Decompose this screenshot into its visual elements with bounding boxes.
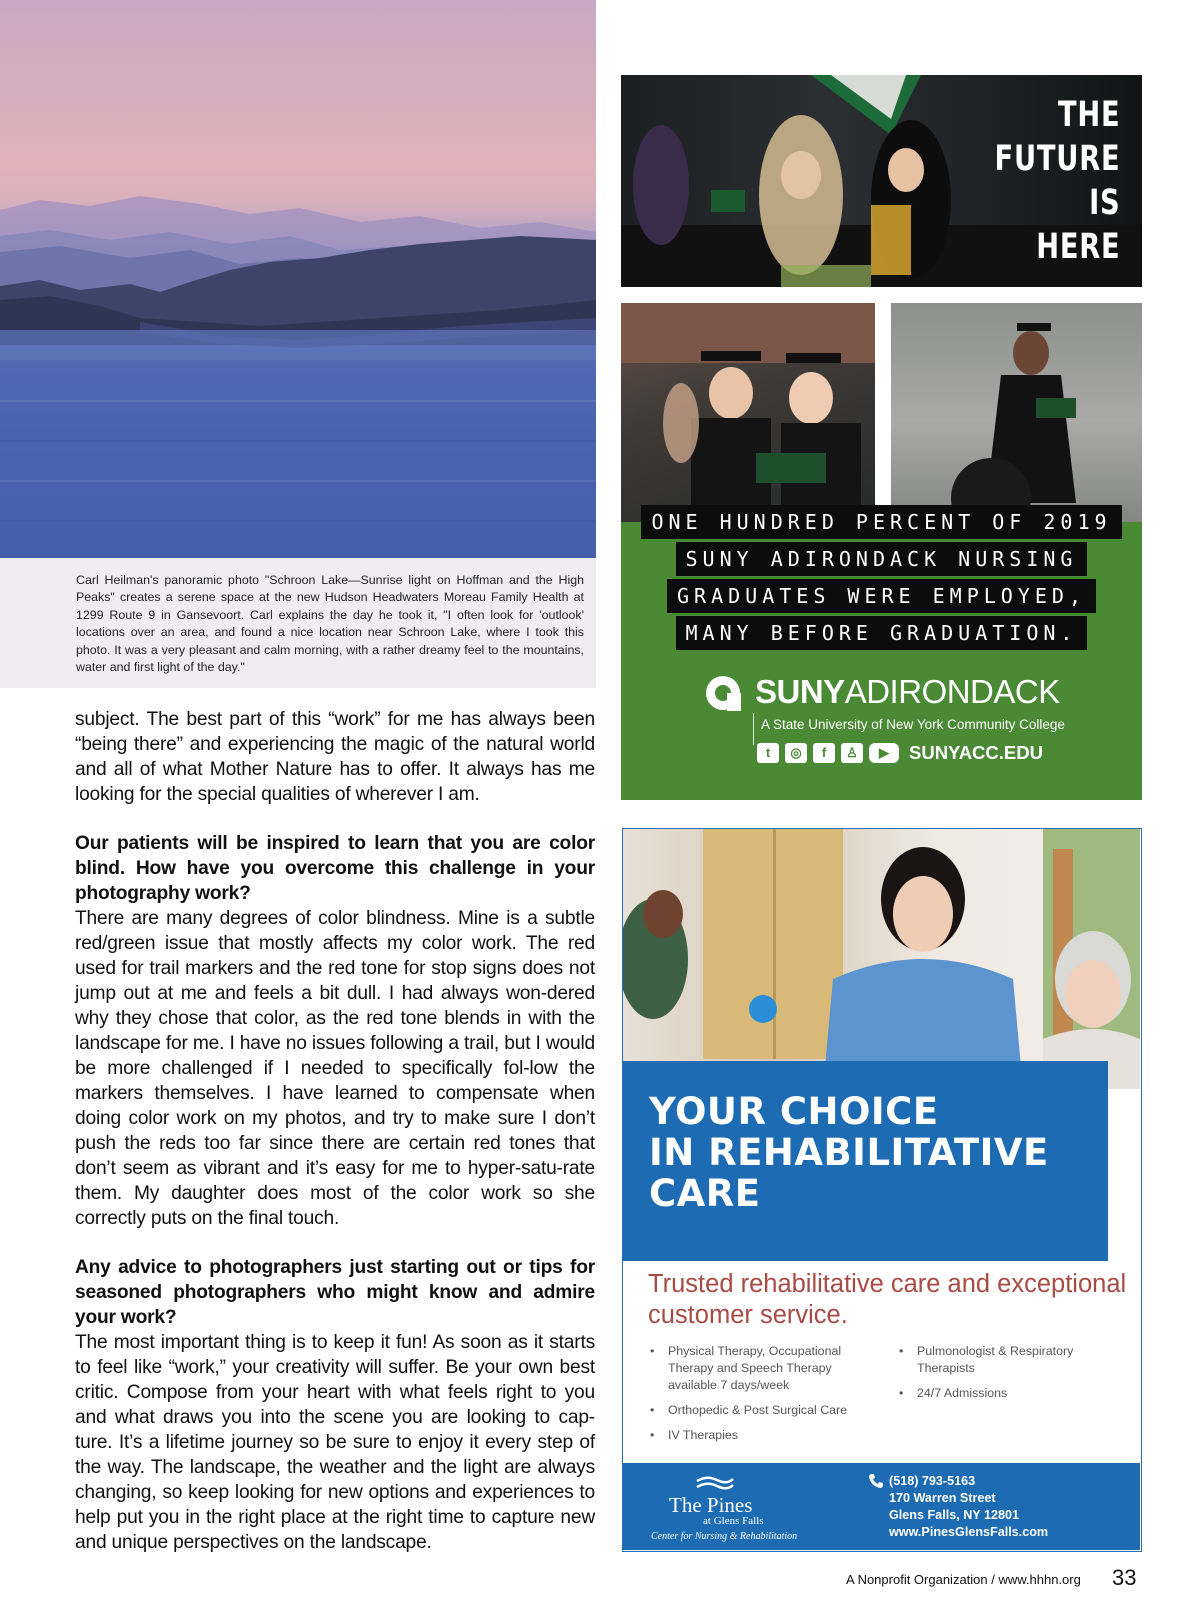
services-list bbox=[648, 1343, 878, 1452]
list-item: • 24/7 Admissions bbox=[897, 1385, 1117, 1402]
ad-headline: YOUR CHOICE IN REHABILITATIVE CARE bbox=[649, 1090, 1049, 1215]
list-item: • IV Therapies bbox=[648, 1427, 878, 1444]
pines-contact-bar: The Pines at Glens Falls Center for Nursing & Rehabilitation (518) 793-5163 170 Warren Street Glens Falls, NY 12801 www.PinesGlensFalls.com bbox=[623, 1463, 1140, 1550]
list-item: • Pulmonologist & Respiratory Therapists bbox=[897, 1343, 1117, 1377]
page-number: 33 bbox=[1112, 1565, 1137, 1590]
pines-wave-icon bbox=[695, 1475, 735, 1493]
ad-subheadline: Trusted rehabilitative care and exceptional customer service. bbox=[648, 1270, 1127, 1329]
twitter-icon[interactable]: t bbox=[757, 743, 779, 763]
photo-caption: Carl Heilman's panoramic photo "Schroon Lake—Sunrise light on Hoffman and the High Peaks" creates a serene space at the new Hudson Headwaters Moreau Family Health at 1299 Route 9 in Gansevoort. Carl explains the day he took it, "I often look for 'outlook' locations over an area, and found a nice location near Schroon Lake, where I took this photo. It was a very pleasant and calm morning, with a rather dreamy feel to the mountains, water and first light of the day." bbox=[76, 573, 584, 675]
suny-logo-icon bbox=[705, 675, 741, 711]
social-icons bbox=[757, 743, 899, 763]
interview-question: Any advice to photographers just starting out or tips for seasoned photographers who might know and admire your work? bbox=[75, 1257, 595, 1328]
interview-answer: There are many degrees of color blindness. Mine is a subtle red/green issue that mostly affects my color work. The red used for trail markers and the red tone for stop signs does not jump out at me and feels a bit dull. I had always won-dered why they chose that color, as the red tone blends in with the landscape for me. I have no issues following a trail, but I would be more challenged if I needed to specifically fol-low the markers themselves. I have learned to compensate when doing color work on my photos, and try to make sure I don’t push the reds too far since there are certain red tones that don’t seem as vibrant and it’s easy for me to hyper-satu-rate them. My daughter does most of the color work so she correctly puts on the final touch. bbox=[75, 908, 595, 1229]
instagram-icon[interactable]: ◎ bbox=[785, 743, 807, 763]
interview-answer: The most important thing is to keep it fun! As soon as it starts to feel like “work,” your creativity will suffer. Be your own best critic. Compose from your heart with what feels right to you and what draws you into the scene you are looking to cap-ture. It’s a lifetime journey so be sure to enjoy it every step of the way. The landscape, the weather and the light are always changing, so keep looking for new options and experiences to help put you in the right place at the right time to capture new and unique perspectives on the landscape. bbox=[75, 1332, 595, 1553]
graduates-photo bbox=[621, 303, 875, 538]
graduation-hero-photo bbox=[621, 75, 1142, 287]
landscape-photo bbox=[0, 0, 596, 558]
phone-icon bbox=[868, 1473, 884, 1489]
suny-adirondack-ad[interactable]: THE FUTURE IS HERE ONE HUNDRED PERCENT OF 2019 SUNY ADIRONDACK NURSING GRADUATES WERE EMPLOYED, MANY BEFORE GRADUATION. SUNYADIRONDACK A State University of New York Community College t ◎ f ♙ ▶ SUNYACC.EDU bbox=[621, 75, 1142, 800]
ad-headline: THE FUTURE IS HERE bbox=[994, 95, 1120, 267]
photo-caption-box bbox=[0, 558, 596, 688]
facebook-icon[interactable]: f bbox=[813, 743, 835, 763]
footer-org-text: A Nonprofit Organization / www.hhhn.org bbox=[846, 1572, 1081, 1587]
pines-rehab-ad[interactable] bbox=[622, 828, 1142, 1552]
graduate-walking-photo bbox=[891, 303, 1142, 538]
list-item: • Physical Therapy, Occupational Therapy and Speech Therapy available 7 days/week bbox=[648, 1343, 878, 1394]
suny-website-link[interactable]: SUNYACC.EDU bbox=[909, 742, 1043, 763]
youtube-icon[interactable]: ▶ bbox=[869, 743, 899, 763]
lake-mountains-illustration bbox=[0, 0, 596, 558]
article-paragraph: subject. The best part of this “work” for me has always been “being there” and experiencing the magic of the natural world and all of what Mother Nature has to offer. It always has me looking for the special qualities of wherever I am. bbox=[75, 709, 595, 805]
services-list bbox=[897, 1343, 1117, 1410]
article-body bbox=[75, 707, 595, 1555]
interview-question: Our patients will be inspired to learn that you are color blind. How have you overcome this challenge in your photography work? bbox=[75, 833, 595, 904]
phone-number[interactable]: (518) 793-5163 bbox=[889, 1474, 976, 1488]
employment-stat: ONE HUNDRED PERCENT OF 2019 SUNY ADIRONDACK NURSING GRADUATES WERE EMPLOYED, MANY BEFORE GRADUATION. bbox=[621, 505, 1142, 653]
rehab-therapy-photo bbox=[623, 829, 1140, 1089]
city-address: Glens Falls, NY 12801 bbox=[889, 1508, 1019, 1522]
pines-website-link[interactable]: www.PinesGlensFalls.com bbox=[889, 1525, 1049, 1539]
suny-tagline: A State University of New York Community College bbox=[761, 717, 1065, 732]
contact-info bbox=[889, 1473, 1048, 1541]
street-address: 170 Warren Street bbox=[889, 1491, 996, 1505]
snapchat-icon[interactable]: ♙ bbox=[841, 743, 863, 763]
list-item: • Orthopedic & Post Surgical Care bbox=[648, 1402, 878, 1419]
